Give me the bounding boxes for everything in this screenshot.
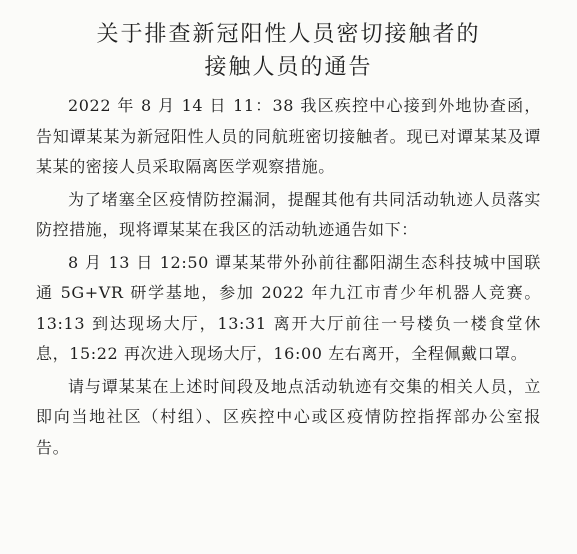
paragraph-request: 请与谭某某在上述时间段及地点活动轨迹有交集的相关人员，立即向当地社区（村组）、区疾控中心或区疫情防控指挥部办公室报告。 xyxy=(36,376,541,457)
title-line-1: 关于排查新冠阳性人员密切接触者的 xyxy=(96,22,481,47)
paragraph-itinerary: 8 月 13 日 12:50 谭某某带外孙前往鄱阳湖生态科技城中国联通 5G+VR 研学基地，参加 2022 年九江市青少年机器人竞赛。13:13 到达现场大厅，13:31 离开大厅前往一号楼负一楼食堂休息，15:22 再次进入现场大厅，16:00 左右离开，全程佩戴口罩。 xyxy=(36,252,541,363)
document-title xyxy=(36,18,541,84)
title-line-2: 接触人员的通告 xyxy=(204,55,373,80)
paragraph-purpose: 为了堵塞全区疫情防控漏洞，提醒其他有共同活动轨迹人员落实防控措施，现将谭某某在我区的活动轨迹通告如下： xyxy=(36,189,541,239)
paragraph-notification: 2022 年 8 月 14 日 11：38 我区疾控中心接到外地协查函，告知谭某某为新冠阳性人员的同航班密切接触者。现已对谭某某及谭某某的密接人员采取隔离医学观察措施。 xyxy=(36,96,541,176)
